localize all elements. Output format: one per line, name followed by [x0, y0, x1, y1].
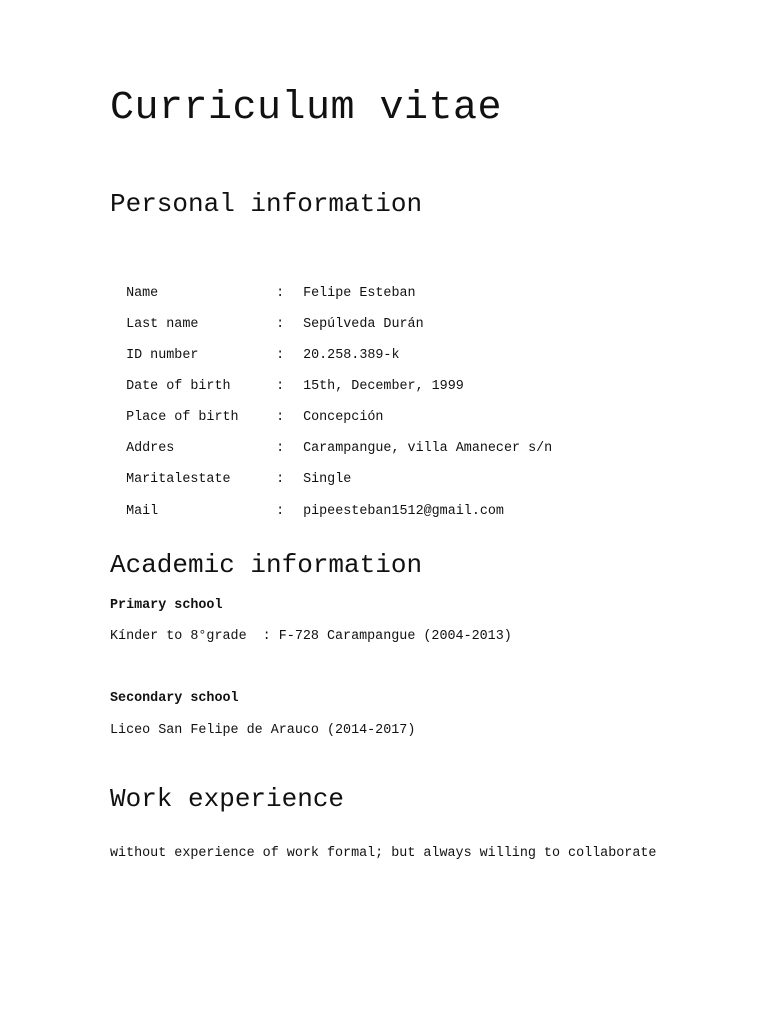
info-label: Addres	[126, 441, 175, 456]
info-separator: :	[276, 317, 285, 332]
info-row-marital-state	[110, 453, 351, 489]
info-row-mail	[110, 485, 504, 521]
primary-school-detail: Kínder to 8°grade : F-728 Carampangue (2004-2013)	[110, 629, 512, 644]
info-separator: :	[276, 472, 285, 487]
info-label: Date of birth	[126, 379, 231, 394]
info-value: 20.258.389-k	[303, 348, 400, 363]
info-label: ID number	[126, 348, 199, 363]
info-separator: :	[276, 286, 285, 301]
info-label: Place of birth	[126, 410, 239, 425]
info-separator: :	[276, 410, 285, 425]
info-value: Carampangue, villa Amanecer s/n	[303, 441, 553, 456]
info-label: Last name	[126, 317, 199, 332]
info-separator: :	[276, 504, 285, 519]
secondary-school-label: Secondary school	[110, 691, 239, 706]
secondary-school-detail: Liceo San Felipe de Arauco (2014-2017)	[110, 723, 416, 738]
document-title: Curriculum vitae	[110, 86, 503, 131]
work-experience-text: without experience of work formal; but always willing to collaborate	[110, 846, 657, 861]
primary-school-label: Primary school	[110, 598, 223, 613]
academic-info-heading: Academic information	[110, 550, 423, 580]
info-label: Name	[126, 286, 159, 301]
info-separator: :	[276, 441, 285, 456]
info-separator: :	[276, 348, 285, 363]
info-label: Maritalestate	[126, 472, 231, 487]
work-experience-heading: Work experience	[110, 784, 345, 814]
info-value: Concepción	[303, 410, 384, 425]
info-value: Sepúlveda Durán	[303, 317, 424, 332]
info-value: pipeesteban1512@gmail.com	[303, 504, 504, 519]
info-separator: :	[276, 379, 285, 394]
personal-info-heading: Personal information	[110, 189, 423, 219]
info-value: Single	[303, 472, 352, 487]
info-label: Mail	[126, 504, 159, 519]
info-value: 15th, December, 1999	[303, 379, 464, 394]
info-value: Felipe Esteban	[303, 286, 416, 301]
